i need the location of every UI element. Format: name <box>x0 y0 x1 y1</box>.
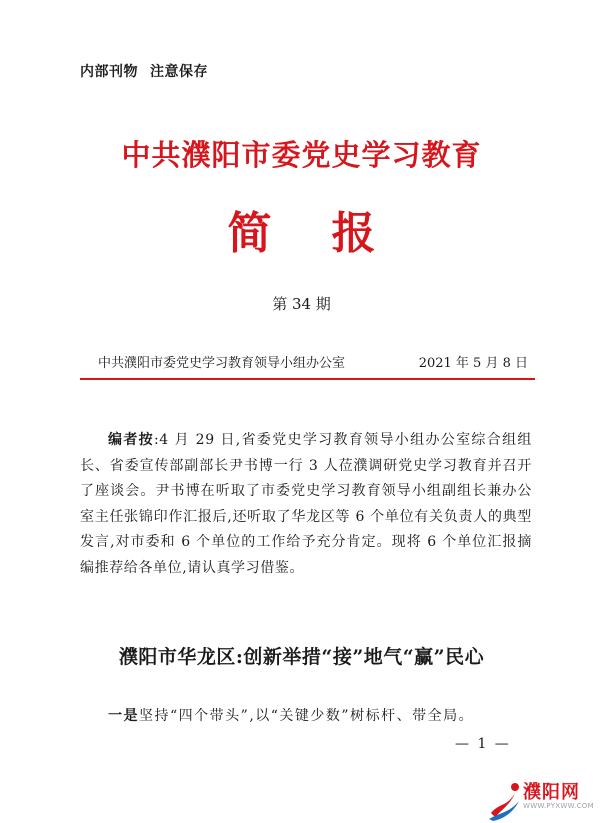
page-number: — 1 — <box>455 736 511 752</box>
red-divider <box>80 378 535 380</box>
editor-note <box>80 428 532 581</box>
keep-notice-label: 注意保存 <box>150 64 208 80</box>
editor-note-text: :4 月 29 日,省委党史学习教育领导小组办公室综合组组长、省委宣传部副部长尹书博一行 3 人莅濮调研党史学习教育并召开了座谈会。尹书博在听取了市委党史学习教育领导小组副组长兼办公室主任张锦印作汇报后,还听取了华龙区等 6 个单位有关负责人的典型发言,对市委和 6 个单位的工作给予充分肯定。现将 6 个单位汇报摘编推荐给各单位,请认真学习借鉴。 <box>80 432 532 576</box>
body-paragraph <box>80 704 550 728</box>
watermark-logo-icon <box>485 773 525 823</box>
watermark-name: 濮阳网 <box>523 782 580 803</box>
issue-date: 2021 年 5 月 8 日 <box>418 356 528 371</box>
issuer-name: 中共濮阳市委党史学习教育领导小组办公室 <box>98 356 346 371</box>
internal-publication-label: 内部刊物 <box>80 64 138 80</box>
section-heading: 濮阳市华龙区:创新举措“接”地气“赢”民心 <box>118 646 485 668</box>
site-watermark <box>485 773 603 823</box>
org-title: 中共濮阳市委党史学习教育 <box>121 138 482 172</box>
body-paragraph-text: 坚持“四个带头”,以“关键少数”树标杆、带全局。 <box>139 708 475 724</box>
body-paragraph-lead: 一是 <box>108 708 139 724</box>
classification-label <box>80 61 208 81</box>
issue-number: 第 34 期 <box>272 295 331 313</box>
editor-note-lead: 编者按 <box>108 432 154 448</box>
watermark-url: WWW.PYXWW.COM <box>523 802 594 810</box>
bulletin-title: 简报 <box>227 208 436 259</box>
